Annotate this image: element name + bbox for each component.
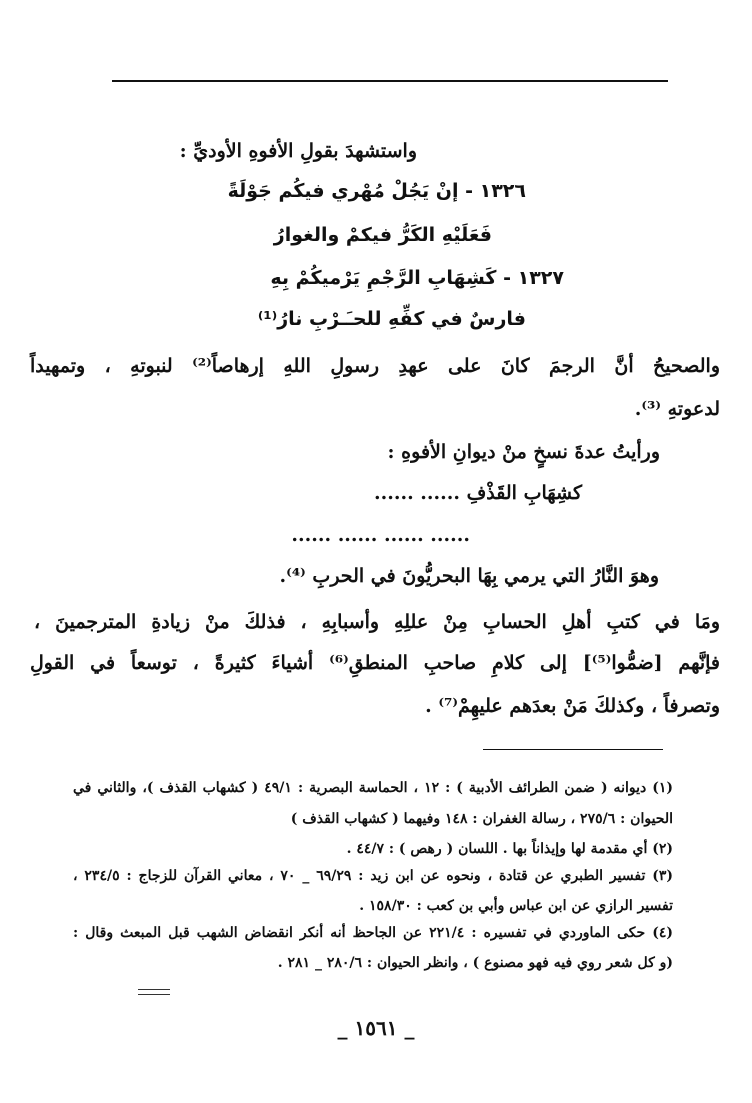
- footnote-end-mark: [138, 989, 170, 995]
- paragraph-4-line-2: فإنَّهم [ضمُّوا⁽⁵⁾] إلى كلامِ صاحبِ المنطقِ⁽⁶⁾ أشياءَ كثيرةً ، توسعاً في القولِ: [30, 652, 720, 674]
- footnote-separator: [483, 749, 663, 750]
- footnote-4-line-2: (و كل شعر روي فيه فهو مصنوع ) ، وانظر الحيوان : ٢٨٠/٦ _ ٢٨١ .: [277, 955, 673, 971]
- verse-1326-hemistich-1: ١٣٢٦ - إنْ يَجُلْ مُهْري فيكُم جَوْلَةً: [227, 180, 526, 202]
- header-rule: [112, 80, 668, 82]
- verse-1326-hemistich-2: فَعَلَيْهِ الكَرُّ فيكمْ والغوارُ: [273, 224, 492, 246]
- paragraph-1-line-1: والصحيحُ أنَّ الرجمَ كانَ على عهدِ رسولِ اللهِ إرهاصاً⁽²⁾ لنبوتهِ ، وتمهيداً: [30, 355, 721, 377]
- footnote-3-line-2: تفسير الرازي عن ابن عباس وأبي بن كعب : ١٥٨/٣٠ .: [359, 898, 673, 914]
- intro-line: واستشهدَ بقولِ الأفوهِ الأوديِّ :: [179, 140, 417, 162]
- verse-1327-hemistich-1: ١٣٢٧ - كَشِهَابِ الرَّجْمِ يَرْميكُمْ بِهِ: [270, 267, 564, 289]
- verse-1327-hemistich-2: فارسٌ في كفِّهِ للحـَـرْبِ نارُ⁽¹⁾: [257, 308, 526, 330]
- page-number: _ ١٥٦١ _: [337, 1016, 415, 1040]
- paragraph-1-line-2: لدعوتهِ ⁽³⁾.: [634, 398, 720, 420]
- footnote-2: (٢) أي مقدمة لها وإيذاناً بها . اللسان ( رهص ) : ٤٤/٧ .: [346, 841, 673, 857]
- quoted-verse-ellipsis: ...... ...... ...... ......: [291, 524, 470, 546]
- footnote-1-line-2: الحيوان : ٢٧٥/٦ ، رسالة الغفران : ١٤٨ وفيهما ( كشهاب القذف ): [290, 811, 673, 827]
- quoted-verse-partial: كشِهَابِ القَذْفِ ...... ......: [374, 482, 582, 504]
- paragraph-3: وهوَ النَّارُ التي يرمي بِهَا البحريُّونَ في الحربِ ⁽⁴⁾.: [279, 565, 659, 587]
- paragraph-4-line-1: ومَا في كتبِ أهلِ الحسابِ مِنْ عللِهِ وأسبابِهِ ، فذلكَ منْ زيادةِ المترجمينَ ،: [34, 611, 720, 633]
- footnote-1-line-1: (١) ديوانه ( ضمن الطرائف الأدبية ) : ١٢ ، الحماسة البصرية : ٤٩/١ ( كشهاب القذف )، والثاني في: [73, 780, 673, 796]
- paragraph-2: ورأيتُ عدةَ نسخٍ منْ ديوانِ الأفوهِ :: [387, 441, 660, 463]
- footnote-4-line-1: (٤) حكى الماوردي في تفسيره : ٢٢١/٤ عن الجاحظ أنه أنكر انقضاض الشهب قبل المبعث وقال :: [73, 925, 673, 941]
- footnote-3-line-1: (٣) تفسير الطبري عن قتادة ، ونحوه عن ابن زيد : ٦٩/٢٩ _ ٧٠ ، معاني القرآن للزجاج : ٢٣٤/٥ ،: [73, 868, 674, 884]
- paragraph-4-line-3: وتصرفاً ، وكذلكَ مَنْ بعدَهم عليهِمْ⁽⁷⁾ .: [425, 695, 720, 717]
